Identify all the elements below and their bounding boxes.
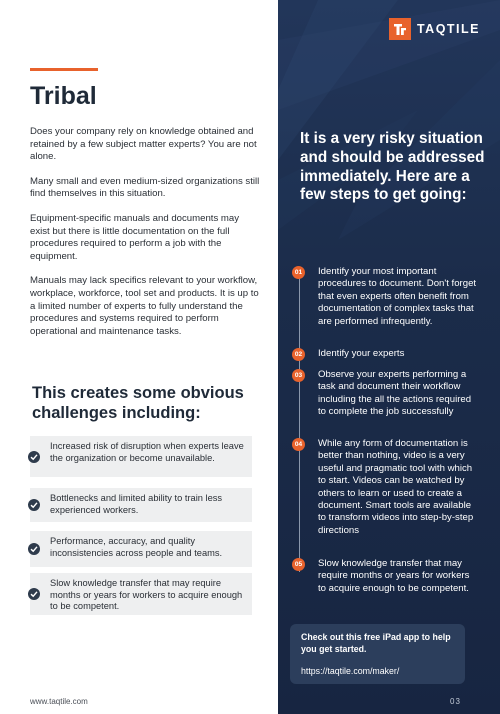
step-text: While any form of documentation is better than nothing, video is a very useful and pragmatic tool with which to start. Videos can be watched by others to learn or used to create a document. Smart tools are available to transform videos into step-by-step directions — [318, 438, 474, 536]
maker-link[interactable]: https://taqtile.com/maker/ — [301, 666, 400, 676]
challenge-item — [30, 436, 252, 477]
step-number-badge: 04 — [292, 438, 305, 451]
challenges-heading: This creates some obvious challenges including: — [32, 384, 244, 422]
logo-text: TAQTILE — [416, 22, 480, 36]
challenge-text: Increased risk of disruption when experts leave the organization or become unavailable. — [50, 441, 244, 463]
step-text: Identify your most important procedures to document. Don't forget that even experts often benefit from documentation of complex tasks that are performed infrequently. — [318, 266, 477, 327]
risk-headline: It is a very risky situation and should be addressed immediately. Here are a few steps to get going: — [300, 130, 485, 204]
step-number-badge: 02 — [292, 348, 305, 361]
check-icon — [28, 588, 40, 600]
intro-paragraph: Equipment-specific manuals and documents may exist but there is little documentation on the full procedures required to perform a job with the equipment. — [30, 212, 240, 262]
step-item — [292, 558, 477, 595]
challenge-text: Performance, accuracy, and quality inconsistencies across people and teams. — [50, 536, 223, 558]
step-number-badge: 05 — [292, 558, 305, 571]
intro-paragraph: Manuals may lack specifics relevant to your workflow, workplace, workforce, tool set and products. It is up to a limited number of experts to fully understand the procedures and systems required to perform operational and maintenance tasks. — [30, 275, 259, 337]
intro-text — [30, 126, 260, 350]
title-accent-line — [30, 68, 98, 71]
taqtile-logo — [389, 18, 480, 40]
callout-text: Check out this free iPad app to help you get started. — [301, 632, 451, 654]
step-text: Identify your experts — [318, 348, 405, 359]
intro-paragraph: Many small and even medium-sized organizations still find themselves in this situation. — [30, 175, 260, 200]
logo-mark — [389, 18, 411, 40]
page-number: 03 — [450, 697, 461, 706]
challenge-item — [30, 488, 252, 522]
check-icon — [28, 451, 40, 463]
check-icon — [28, 499, 40, 511]
page-title: Tribal — [30, 82, 97, 110]
footer-website: www.taqtile.com — [30, 697, 88, 706]
intro-paragraph: Does your company rely on knowledge obtained and retained by a few subject matter experts? You are not alone. — [30, 126, 257, 163]
step-item — [292, 348, 477, 360]
challenge-item — [30, 573, 252, 615]
step-number-badge: 01 — [292, 266, 305, 279]
challenge-item — [30, 531, 252, 567]
challenge-text: Bottlenecks and limited ability to train less experienced workers. — [50, 493, 223, 515]
step-number-badge: 03 — [292, 369, 305, 382]
step-item — [292, 438, 477, 537]
step-text: Slow knowledge transfer that may require months or years for workers to acquire enough to be competent. — [318, 558, 470, 594]
challenge-text: Slow knowledge transfer that may require months or years for workers to acquire enough to be competent. — [50, 578, 243, 612]
step-text: Observe your experts performing a task and document their workflow including the all the actions required to complete the job successfully — [318, 369, 472, 418]
check-icon — [28, 543, 40, 555]
step-item — [292, 369, 477, 419]
app-callout-box — [290, 624, 465, 684]
step-item — [292, 266, 477, 328]
